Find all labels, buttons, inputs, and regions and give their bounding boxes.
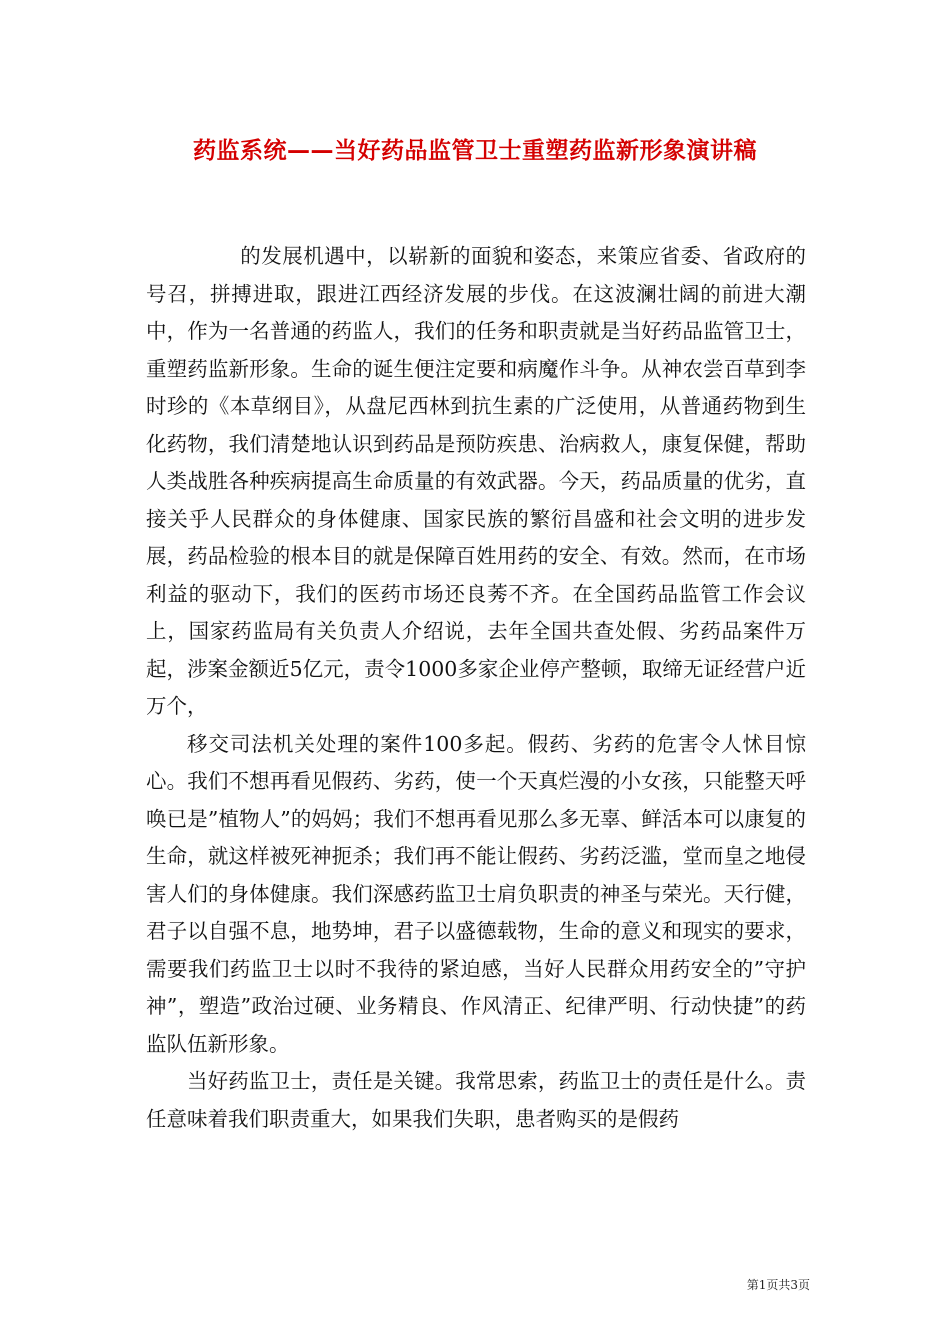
page-title: 药监系统——当好药品监管卫士重塑药监新形象演讲稿 (193, 138, 757, 164)
page-number: 第1页共3页 (746, 1278, 810, 1292)
paragraph-1: 的发展机遇中，以崭新的面貌和姿态，来策应省委、省政府的号召，拼搏进取，跟进江西经济发展的步伐。在这波澜壮阔的前进大潮中，作为一名普通的药监人，我们的任务和职责就是当好药品监管卫士，重塑药监新形象。生命的诞生便注定要和病魔作斗争。从神农尝百草到李时珍的《本草纲目》，从盘尼西林到抗生素的广泛使用，从普通药物到生化药物，我们清楚地认识到药品是预防疾患、治病救人，康复保健，帮助人类战胜各种疾病提高生命质量的有效武器。今天，药品质量的优劣，直接关乎人民群众的身体健康、国家民族的繁衍昌盛和社会文明的进步发展，药品检验的根本目的就是保障百姓用药的安全、有效。然而，在市场利益的驱动下，我们的医药市场还良莠不齐。在全国药品监管工作会议上，国家药监局有关负责人介绍说，去年全国共查处假、劣药品案件万起，涉案金额近5亿元，责令1000多家企业停产整顿，取缔无证经营户近万个， (146, 244, 806, 718)
paragraph-3: 当好药监卫士，责任是关键。我常思索，药监卫士的责任是什么。责任意味着我们职责重大，如果我们失职，患者购买的是假药 (146, 1069, 806, 1131)
paragraph-2: 移交司法机关处理的案件100多起。假药、劣药的危害令人怵目惊心。我们不想再看见假药、劣药，使一个天真烂漫的小女孩，只能整天呼唤已是”植物人”的妈妈；我们不想再看见那么多无辜、鲜活本可以康复的生命，就这样被死神扼杀；我们再不能让假药、劣药泛滥，堂而皇之地侵害人们的身体健康。我们深感药监卫士肩负职责的神圣与荣光。天行健，君子以自强不息，地势坤，君子以盛德载物，生命的意义和现实的要求，需要我们药监卫士以时不我待的紧迫感，当好人民群众用药安全的”守护神”，塑造”政治过硬、业务精良、作风清正、纪律严明、行动快捷”的药监队伍新形象。 (146, 731, 806, 1056)
document-body (146, 238, 806, 1138)
